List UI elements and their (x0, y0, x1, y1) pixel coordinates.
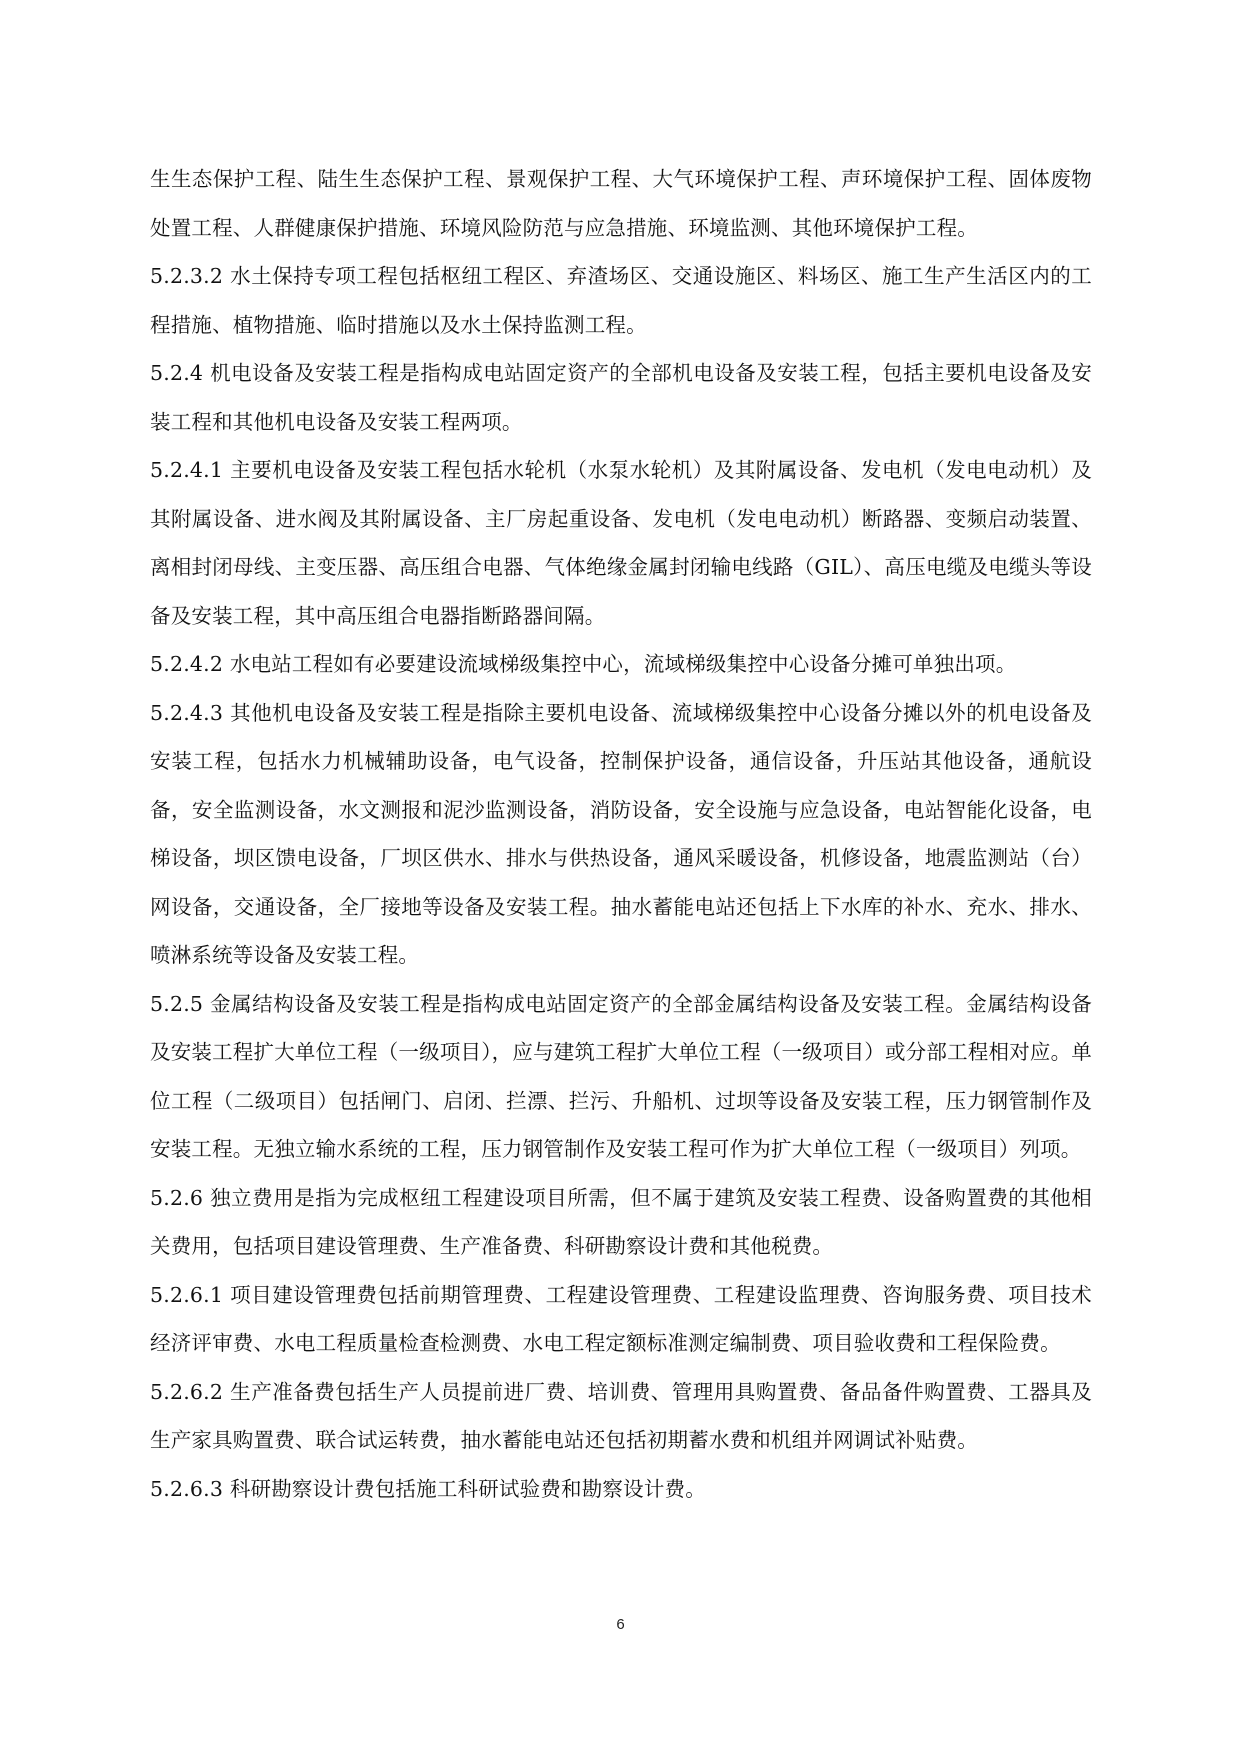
paragraph-5-2-4-1: 5.2.4.1 主要机电设备及安装工程包括水轮机（水泵水轮机）及其附属设备、发电机（发电电动机）及其附属设备、进水阀及其附属设备、主厂房起重设备、发电机（发电电动机）断路器、变频启动装置、离相封闭母线、主变压器、高压组合电器、气体绝缘金属封闭输电线路（GIL）、高压电缆及电缆头等设备及安装工程，其中高压组合电器指断路器间隔。 (150, 458, 1092, 628)
page-number: 6 (616, 1616, 625, 1633)
paragraph-5-2-6-2: 5.2.6.2 生产准备费包括生产人员提前进厂费、培训费、管理用具购置费、备品备件购置费、工器具及生产家具购置费、联合试运转费，抽水蓄能电站还包括初期蓄水费和机组并网调试补贴费。 (150, 1379, 1092, 1452)
paragraph-5-2-6-3: 5.2.6.3 科研勘察设计费包括施工科研试验费和勘察设计费。 (150, 1476, 706, 1501)
paragraph-5-2-4-2: 5.2.4.2 水电站工程如有必要建设流域梯级集控中心，流域梯级集控中心设备分摊可单独出项。 (150, 652, 1017, 676)
paragraph-5-2-3-2: 5.2.3.2 水土保持专项工程包括枢纽工程区、弃渣场区、交通设施区、料场区、施工生产生活区内的工程措施、植物措施、临时措施以及水土保持监测工程。 (150, 264, 1092, 337)
paragraph-eco-protection: 生生态保护工程、陆生生态保护工程、景观保护工程、大气环境保护工程、声环境保护工程、固体废物处置工程、人群健康保护措施、环境风险防范与应急措施、环境监测、其他环境保护工程。 (150, 167, 1092, 240)
paragraph-5-2-6: 5.2.6 独立费用是指为完成枢纽工程建设项目所需，但不属于建筑及安装工程费、设备购置费的其他相关费用，包括项目建设管理费、生产准备费、科研勘察设计费和其他税费。 (150, 1185, 1092, 1258)
paragraph-5-2-6-1: 5.2.6.1 项目建设管理费包括前期管理费、工程建设管理费、工程建设监理费、咨询服务费、项目技术经济评审费、水电工程质量检查检测费、水电工程定额标准测定编制费、项目验收费和工程保险费。 (150, 1282, 1092, 1355)
paragraph-5-2-4: 5.2.4 机电设备及安装工程是指构成电站固定资产的全部机电设备及安装工程，包括主要机电设备及安装工程和其他机电设备及安装工程两项。 (150, 361, 1092, 434)
document-body (150, 155, 1092, 1513)
paragraph-5-2-5: 5.2.5 金属结构设备及安装工程是指构成电站固定资产的全部金属结构设备及安装工程。金属结构设备及安装工程扩大单位工程（一级项目），应与建筑工程扩大单位工程（一级项目）或分部工程相对应。单位工程（二级项目）包括闸门、启闭、拦漂、拦污、升船机、过坝等设备及安装工程，压力钢管制作及安装工程。无独立输水系统的工程，压力钢管制作及安装工程可作为扩大单位工程（一级项目）列项。 (150, 991, 1092, 1161)
paragraph-5-2-4-3: 5.2.4.3 其他机电设备及安装工程是指除主要机电设备、流域梯级集控中心设备分摊以外的机电设备及安装工程，包括水力机械辅助设备，电气设备，控制保护设备，通信设备，升压站其他设备，通航设备，安全监测设备，水文测报和泥沙监测设备，消防设备，安全设施与应急设备，电站智能化设备，电梯设备，坝区馈电设备，厂坝区供水、排水与供热设备，通风采暖设备，机修设备，地震监测站（台）网设备，交通设备，全厂接地等设备及安装工程。抽水蓄能电站还包括上下水库的补水、充水、排水、喷淋系统等设备及安装工程。 (150, 700, 1092, 967)
